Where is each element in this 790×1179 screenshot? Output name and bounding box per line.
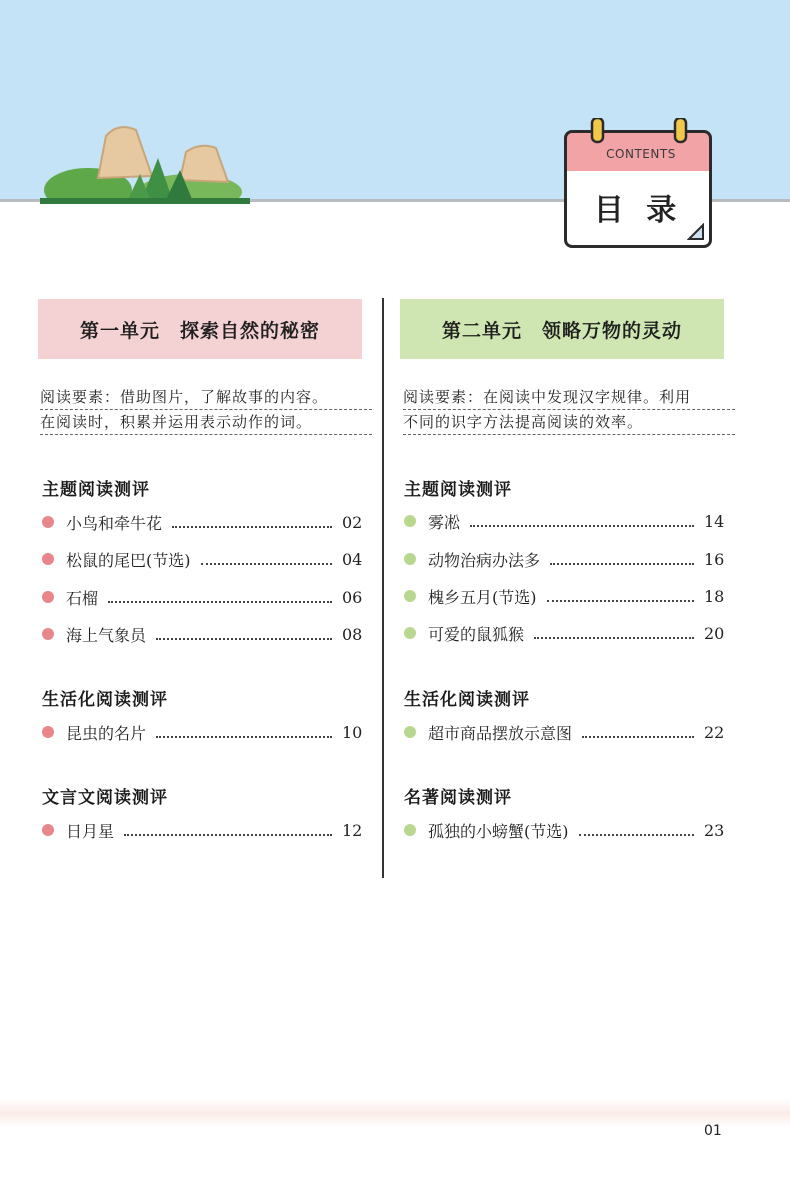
entry-page: 04 [342, 549, 363, 569]
dot-leader [582, 726, 694, 738]
dot-leader [172, 516, 332, 528]
toc-entry[interactable] [404, 584, 724, 608]
bullet-dot-icon [404, 824, 416, 836]
unit-1-header [38, 299, 362, 359]
entry-title: 动物治病办法多 [428, 550, 541, 570]
entry-page: 23 [704, 820, 725, 840]
toc-entry[interactable] [404, 818, 724, 842]
dot-leader [470, 515, 694, 527]
unit-2-requirement [403, 385, 735, 435]
entry-title: 日月星 [66, 821, 115, 841]
entry-page: 22 [704, 722, 725, 742]
page-title: 目 录 [593, 193, 683, 228]
entry-title: 雾凇 [428, 512, 461, 532]
dot-leader [547, 590, 695, 602]
bullet-dot-icon [42, 553, 54, 565]
dot-leader [108, 591, 332, 603]
toc-entry[interactable] [42, 818, 362, 842]
bottom-decor-band [0, 1098, 790, 1128]
entry-page: 18 [704, 586, 725, 606]
bullet-dot-icon [42, 591, 54, 603]
entry-page: 20 [704, 623, 725, 643]
requirement-line: 不同的识字方法提高阅读的效率。 [403, 410, 735, 435]
page-fold-icon [687, 223, 705, 241]
entry-page: 12 [342, 820, 363, 840]
section-title: 文言文阅读测评 [42, 788, 168, 808]
entry-page: 06 [342, 587, 363, 607]
requirement-line: 在阅读时，积累并运用表示动作的词。 [40, 410, 372, 435]
dot-leader [550, 553, 694, 565]
unit-1-requirement [40, 385, 372, 435]
dot-leader [579, 824, 695, 836]
entry-page: 14 [704, 511, 725, 531]
toc-entry[interactable] [42, 547, 362, 571]
bullet-dot-icon [42, 824, 54, 836]
dot-leader [201, 553, 333, 565]
entry-title: 可爱的鼠狐猴 [428, 624, 525, 644]
toc-entry[interactable] [42, 510, 362, 534]
toc-entry[interactable] [42, 585, 362, 609]
entry-page: 16 [704, 549, 725, 569]
section-title: 生活化阅读测评 [42, 690, 168, 710]
bullet-dot-icon [42, 516, 54, 528]
requirement-line: 阅读要素：借助图片，了解故事的内容。 [40, 385, 372, 410]
toc-entry[interactable] [404, 720, 724, 744]
column-divider [382, 298, 384, 878]
page-number: 01 [704, 1123, 722, 1139]
calendar-body [564, 171, 712, 248]
toc-entry[interactable] [404, 509, 724, 533]
dot-leader [534, 627, 694, 639]
entry-title: 小鸟和牵牛花 [66, 513, 163, 533]
bullet-dot-icon [404, 627, 416, 639]
entry-title: 槐乡五月(节选) [428, 587, 537, 607]
dot-leader [156, 628, 332, 640]
unit-1-title: 第一单元 探索自然的秘密 [79, 320, 320, 342]
toc-entry[interactable] [404, 621, 724, 645]
unit-2-header [400, 299, 724, 359]
toc-entry[interactable] [404, 547, 724, 571]
bullet-dot-icon [42, 628, 54, 640]
entry-title: 松鼠的尾巴(节选) [66, 550, 191, 570]
contents-label: CONTENTS [606, 147, 676, 161]
section-title: 生活化阅读测评 [404, 690, 530, 710]
bullet-dot-icon [42, 726, 54, 738]
dot-leader [156, 726, 332, 738]
entry-page: 08 [342, 624, 363, 644]
entry-page: 10 [342, 722, 363, 742]
section-title: 名著阅读测评 [404, 788, 512, 808]
contents-calendar [562, 118, 716, 248]
entry-title: 超市商品摆放示意图 [428, 723, 573, 743]
entry-page: 02 [342, 512, 363, 532]
bullet-dot-icon [404, 515, 416, 527]
toc-entry[interactable] [42, 622, 362, 646]
unit-2-title: 第二单元 领略万物的灵动 [441, 320, 682, 342]
section-title: 主题阅读测评 [404, 480, 512, 500]
entry-title: 海上气象员 [66, 625, 147, 645]
mountain-illustration [40, 118, 250, 204]
bullet-dot-icon [404, 590, 416, 602]
requirement-line: 阅读要素：在阅读中发现汉字规律。利用 [403, 385, 735, 410]
toc-entry[interactable] [42, 720, 362, 744]
calendar-rings-icon [562, 118, 716, 148]
dot-leader [124, 824, 332, 836]
entry-title: 孤独的小螃蟹(节选) [428, 821, 569, 841]
entry-title: 石榴 [66, 588, 99, 608]
section-title: 主题阅读测评 [42, 480, 150, 500]
bullet-dot-icon [404, 726, 416, 738]
bullet-dot-icon [404, 553, 416, 565]
entry-title: 昆虫的名片 [66, 723, 147, 743]
